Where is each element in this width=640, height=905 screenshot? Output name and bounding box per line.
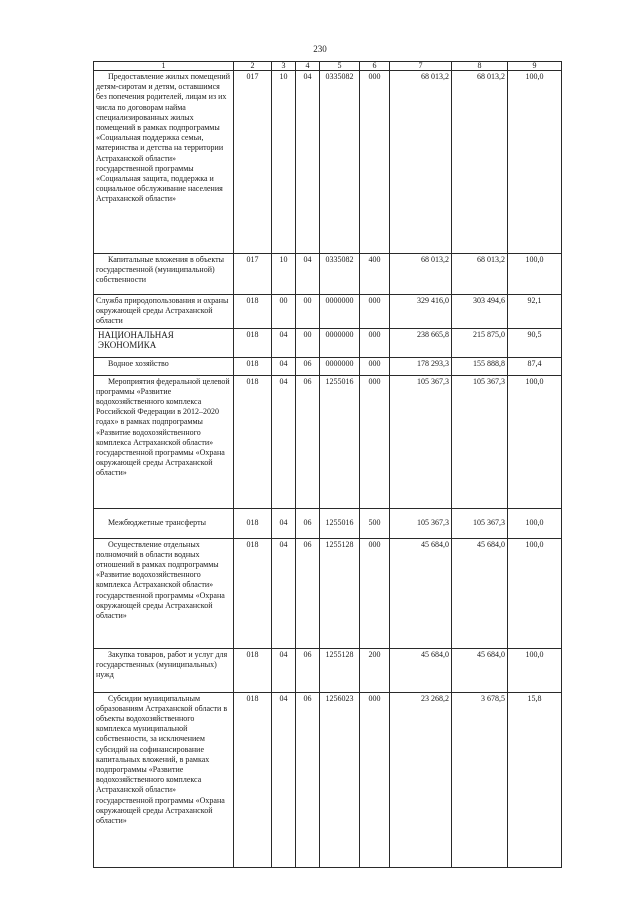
cell-percent: 15,8	[508, 692, 562, 867]
column-header: 4	[296, 62, 320, 71]
cell-expense-type: 000	[360, 538, 390, 648]
cell-executed: 45 684,0	[452, 538, 508, 648]
cell-section: 04	[272, 648, 296, 692]
row-name: Субсидии муниципальным образованиям Астраханской области в объекты водохозяйственного комплекса муниципальной собственности, за исключением субсидий на софинансирование капитальных вложений, в рамках подпрограммы «Развитие водохозяйственного комплекса Астраханской области» государственной программы «Охрана окружающей среды Астраханской области»	[94, 692, 234, 867]
cell-executed: 155 888,8	[452, 357, 508, 375]
row-name: Капитальные вложения в объекты государственной (муниципальной) собственности	[94, 254, 234, 295]
cell-target-article: 1255128	[320, 538, 360, 648]
cell-section: 04	[272, 508, 296, 538]
table-header-row	[94, 62, 562, 71]
table-row	[94, 254, 562, 295]
cell-section: 04	[272, 538, 296, 648]
cell-expense-type: 000	[360, 375, 390, 508]
cell-percent: 90,5	[508, 328, 562, 357]
cell-executed: 105 367,3	[452, 375, 508, 508]
cell-code: 018	[234, 295, 272, 329]
cell-percent: 87,4	[508, 357, 562, 375]
column-header: 3	[272, 62, 296, 71]
row-name: Осуществление отдельных полномочий в области водных отношений в рамках подпрограммы «Развитие водохозяйственного комплекса Астраханской области» государственной программы «Охрана окружающей среды Астраханской области»	[94, 538, 234, 648]
row-name: Закупка товаров, работ и услуг для государственных (муниципальных) нужд	[94, 648, 234, 692]
table-row	[94, 692, 562, 867]
cell-code: 018	[234, 508, 272, 538]
cell-expense-type: 000	[360, 328, 390, 357]
cell-percent: 100,0	[508, 375, 562, 508]
cell-executed: 215 875,0	[452, 328, 508, 357]
row-name: Водное хозяйство	[94, 357, 234, 375]
cell-expense-type: 000	[360, 357, 390, 375]
column-header: 5	[320, 62, 360, 71]
cell-executed: 303 494,6	[452, 295, 508, 329]
cell-expense-type: 000	[360, 71, 390, 254]
cell-code: 018	[234, 375, 272, 508]
cell-subsection: 06	[296, 538, 320, 648]
cell-executed: 68 013,2	[452, 71, 508, 254]
cell-subsection: 04	[296, 254, 320, 295]
row-name: Межбюджетные трансферты	[94, 508, 234, 538]
cell-executed: 45 684,0	[452, 648, 508, 692]
cell-planned: 238 665,8	[390, 328, 452, 357]
cell-planned: 45 684,0	[390, 538, 452, 648]
cell-target-article: 0000000	[320, 295, 360, 329]
cell-executed: 68 013,2	[452, 254, 508, 295]
cell-percent: 100,0	[508, 538, 562, 648]
cell-section: 04	[272, 375, 296, 508]
cell-subsection: 06	[296, 692, 320, 867]
cell-percent: 100,0	[508, 71, 562, 254]
cell-target-article: 0335082	[320, 71, 360, 254]
table-row	[94, 648, 562, 692]
cell-code: 018	[234, 538, 272, 648]
cell-subsection: 06	[296, 375, 320, 508]
cell-expense-type: 000	[360, 295, 390, 329]
cell-subsection: 06	[296, 357, 320, 375]
cell-section: 04	[272, 328, 296, 357]
cell-section: 10	[272, 71, 296, 254]
table-row	[94, 508, 562, 538]
cell-section: 10	[272, 254, 296, 295]
table-row	[94, 357, 562, 375]
cell-subsection: 04	[296, 71, 320, 254]
row-name: НАЦИОНАЛЬНАЯ ЭКОНОМИКА	[94, 328, 234, 357]
cell-code: 018	[234, 357, 272, 375]
cell-subsection: 00	[296, 328, 320, 357]
cell-code: 018	[234, 328, 272, 357]
cell-code: 018	[234, 648, 272, 692]
cell-section: 00	[272, 295, 296, 329]
cell-executed: 3 678,5	[452, 692, 508, 867]
column-header: 6	[360, 62, 390, 71]
cell-planned: 178 293,3	[390, 357, 452, 375]
row-name: Мероприятия федеральной целевой программы «Развитие водохозяйственного комплекса Российской Федерации в 2012–2020 годах» в рамках подпрограммы «Развитие водохозяйственного комплекса Астраханской области» государственной программы «Охрана окружающей среды Астраханской области»	[94, 375, 234, 508]
table-row	[94, 295, 562, 329]
row-name: Предоставление жилых помещений детям-сиротам и детям, оставшимся без попечения родителей, лицам из их числа по договорам найма специализированных жилых помещений в рамках подпрограммы «Социальная поддержка семьи, материнства и детства на территории Астраханской области» государственной программы «Социальная защита, поддержка и социальное обслуживание населения Астраханской области»	[94, 71, 234, 254]
cell-subsection: 00	[296, 295, 320, 329]
cell-subsection: 06	[296, 648, 320, 692]
cell-target-article: 1255016	[320, 508, 360, 538]
column-header: 7	[390, 62, 452, 71]
cell-planned: 105 367,3	[390, 508, 452, 538]
cell-planned: 68 013,2	[390, 254, 452, 295]
table-row	[94, 328, 562, 357]
budget-table	[93, 61, 562, 868]
cell-planned: 23 268,2	[390, 692, 452, 867]
cell-expense-type: 500	[360, 508, 390, 538]
column-header: 9	[508, 62, 562, 71]
cell-code: 017	[234, 254, 272, 295]
table-row	[94, 375, 562, 508]
cell-code: 018	[234, 692, 272, 867]
cell-expense-type: 400	[360, 254, 390, 295]
cell-target-article: 0000000	[320, 328, 360, 357]
cell-subsection: 06	[296, 508, 320, 538]
cell-planned: 45 684,0	[390, 648, 452, 692]
column-header: 2	[234, 62, 272, 71]
cell-planned: 329 416,0	[390, 295, 452, 329]
cell-target-article: 0335082	[320, 254, 360, 295]
cell-expense-type: 000	[360, 692, 390, 867]
cell-executed: 105 367,3	[452, 508, 508, 538]
cell-section: 04	[272, 357, 296, 375]
column-header: 8	[452, 62, 508, 71]
cell-code: 017	[234, 71, 272, 254]
cell-target-article: 1256023	[320, 692, 360, 867]
cell-percent: 100,0	[508, 254, 562, 295]
row-name: Служба природопользования и охраны окружающей среды Астраханской области	[94, 295, 234, 329]
cell-expense-type: 200	[360, 648, 390, 692]
cell-target-article: 0000000	[320, 357, 360, 375]
table-row	[94, 538, 562, 648]
cell-percent: 92,1	[508, 295, 562, 329]
cell-target-article: 1255016	[320, 375, 360, 508]
page-number: 230	[313, 44, 327, 54]
table-row	[94, 71, 562, 254]
cell-target-article: 1255128	[320, 648, 360, 692]
cell-section: 04	[272, 692, 296, 867]
cell-percent: 100,0	[508, 508, 562, 538]
cell-percent: 100,0	[508, 648, 562, 692]
cell-planned: 105 367,3	[390, 375, 452, 508]
cell-planned: 68 013,2	[390, 71, 452, 254]
column-header: 1	[94, 62, 234, 71]
